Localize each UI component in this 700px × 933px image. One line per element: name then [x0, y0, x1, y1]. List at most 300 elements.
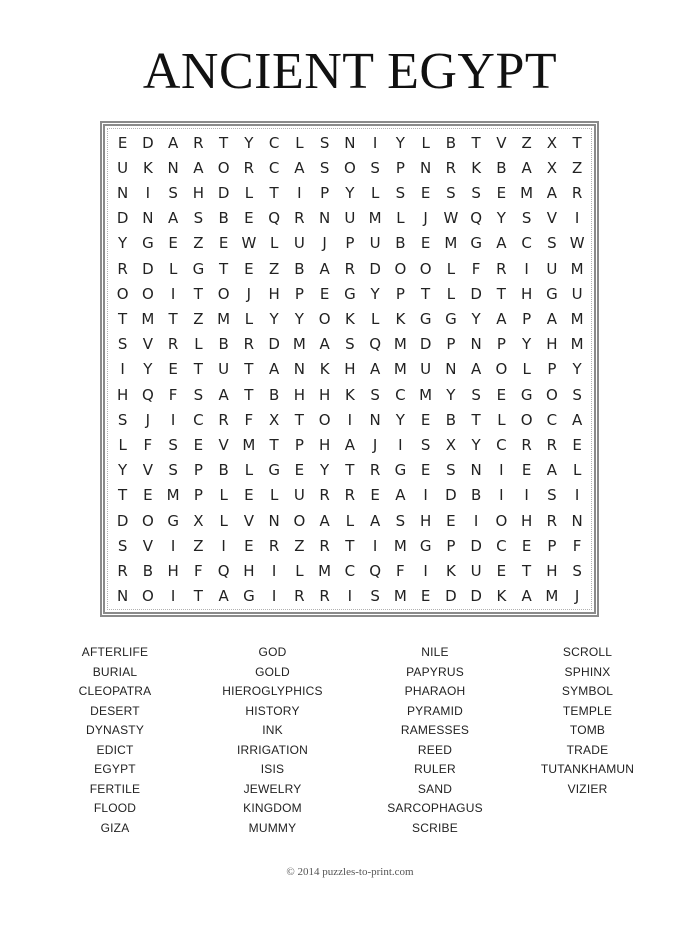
word-list-item: SARCOPHAGUS [387, 801, 483, 815]
grid-letter: G [167, 511, 179, 530]
word-list-item: PAPYRUS [406, 664, 464, 679]
grid-letter: U [420, 360, 432, 379]
grid-letter: I [145, 184, 151, 202]
grid-letter: V [142, 536, 153, 555]
grid-letter: I [271, 562, 277, 581]
grid-letter: M [292, 335, 306, 354]
grid-letter: S [572, 562, 582, 581]
grid-letter: L [572, 461, 582, 480]
grid-letter: S [572, 385, 582, 404]
grid-letter: S [168, 184, 178, 202]
grid-letter: L [446, 284, 456, 303]
grid-letter: N [445, 360, 457, 379]
grid-letter: G [419, 536, 432, 555]
word-column [355, 643, 515, 838]
word-list-item: FERTILE [89, 781, 141, 796]
grid-letter: S [420, 436, 431, 455]
grid-letter: P [294, 436, 304, 455]
grid-letter: U [546, 259, 558, 278]
grid-letter: E [420, 184, 431, 202]
grid-letter: G [192, 259, 205, 278]
grid-letter: I [170, 284, 176, 303]
grid-letter: A [319, 335, 330, 354]
grid-letter: T [572, 133, 582, 152]
grid-letter: N [319, 209, 331, 228]
grid-letter: M [570, 259, 584, 278]
grid-letter: L [446, 259, 456, 278]
grid-letter: C [268, 133, 280, 152]
grid-letter: R [521, 436, 532, 455]
grid-letter: S [193, 209, 204, 228]
grid-letter: C [395, 385, 406, 404]
grid-letter: L [244, 184, 254, 202]
grid-letter: D [217, 184, 230, 202]
grid-letter: L [370, 184, 380, 202]
grid-letter: L [345, 511, 355, 530]
grid-letter: K [319, 360, 330, 379]
grid-letter: T [193, 284, 203, 303]
grid-letter: Y [572, 360, 582, 379]
grid-letter: U [293, 486, 305, 505]
grid-letter: E [420, 410, 431, 429]
grid-letter: S [319, 158, 330, 177]
grid-letter: J [372, 436, 378, 455]
grid-letter: A [369, 511, 381, 530]
grid-letter: B [445, 410, 457, 429]
grid-letter: D [369, 259, 381, 278]
grid-letter: G [520, 385, 533, 404]
grid-letter: Y [143, 360, 153, 379]
grid-letter: U [117, 158, 129, 177]
grid-letter: H [167, 562, 179, 581]
grid-letter: R [294, 209, 305, 228]
grid-letter: C [193, 410, 204, 429]
grid-letter: B [142, 562, 154, 581]
grid-letter: D [470, 536, 482, 555]
grid-letter: D [470, 284, 482, 303]
grid-letter: Z [193, 536, 204, 555]
grid-letter: H [192, 184, 205, 202]
grid-letter: H [116, 385, 129, 404]
grid-letter: C [496, 536, 507, 555]
grid-letter: Q [217, 562, 230, 581]
grid-letter: I [574, 486, 580, 505]
grid-letter: K [496, 587, 507, 606]
grid-letter: Y [118, 461, 128, 480]
word-list-item: EDICT [96, 742, 134, 757]
grid-letter: M [545, 587, 559, 606]
grid-letter: B [218, 209, 229, 228]
grid-letter: V [496, 133, 507, 152]
grid-letter: E [521, 461, 532, 480]
grid-letter: M [570, 310, 584, 329]
grid-letter: P [446, 536, 456, 555]
grid-letter: G [546, 284, 558, 303]
grid-letter: H [546, 335, 558, 354]
grid-letter: A [395, 486, 406, 505]
grid-letter: R [344, 259, 356, 278]
grid-letter: F [168, 385, 178, 404]
grid-letter: O [419, 259, 432, 278]
grid-letter: Y [446, 385, 456, 404]
grid-letter: Y [496, 209, 506, 228]
grid-letter: A [218, 385, 229, 404]
grid-letter: I [524, 486, 529, 505]
grid-letter: E [521, 536, 532, 555]
grid-letter: T [244, 385, 254, 404]
grid-letter: L [497, 410, 506, 429]
grid-letter: N [293, 360, 305, 379]
grid-letter: L [194, 335, 203, 354]
grid-letter: A [319, 259, 330, 278]
word-list-item: JEWELRY [243, 781, 302, 796]
grid-letter: M [393, 335, 407, 354]
grid-letter: L [244, 310, 254, 329]
grid-letter: I [271, 587, 277, 606]
grid-letter: S [547, 234, 557, 253]
grid-letter: P [193, 486, 203, 505]
word-list-item: VIZIER [567, 781, 608, 796]
grid-letter: Q [470, 209, 483, 228]
word-list-item: REED [417, 742, 453, 757]
grid-letter: E [244, 209, 254, 228]
grid-letter: A [521, 158, 532, 177]
grid-letter: C [521, 234, 532, 253]
grid-letter: S [471, 184, 481, 202]
word-list-item: SYMBOL [561, 684, 614, 698]
grid-letter: S [117, 536, 128, 555]
grid-letter: F [572, 536, 582, 555]
word-list-item: TOMB [569, 723, 606, 737]
grid-letter: F [143, 436, 153, 455]
grid-letter: E [143, 486, 153, 505]
grid-letter: R [445, 158, 457, 177]
grid-letter: E [420, 587, 431, 606]
grid-letter: I [423, 562, 428, 581]
grid-letter: R [319, 486, 330, 505]
word-list-item: PHARAOH [404, 684, 466, 698]
grid-letter: H [520, 284, 533, 303]
grid-letter: M [520, 184, 534, 202]
grid-letter: L [522, 360, 531, 379]
grid-letter: D [445, 486, 457, 505]
grid-letter: F [194, 562, 203, 581]
grid-letter: P [446, 335, 456, 354]
grid-letter: G [268, 461, 280, 480]
grid-letter: I [170, 587, 176, 606]
grid-letter: A [521, 587, 532, 606]
grid-letter: T [345, 536, 355, 555]
grid-letter: B [268, 385, 280, 404]
grid-letter: R [117, 259, 128, 278]
grid-letter: R [546, 436, 558, 455]
grid-letter: T [421, 284, 431, 303]
word-list-item: RULER [414, 762, 456, 776]
word-list-item: FLOOD [93, 801, 137, 815]
grid-letter: L [219, 511, 228, 530]
grid-letter: S [370, 385, 380, 404]
grid-letter: V [243, 511, 254, 530]
grid-letter: P [294, 284, 304, 303]
grid-letter: H [243, 562, 255, 581]
grid-letter: I [347, 587, 353, 606]
grid-letter: L [269, 486, 279, 505]
word-list-item: SAND [417, 781, 453, 796]
grid-letter: M [217, 310, 231, 329]
grid-letter: K [445, 562, 456, 581]
grid-letter: Y [395, 133, 405, 152]
grid-letter: H [268, 284, 280, 303]
grid-letter: T [269, 184, 279, 202]
grid-letter: O [318, 410, 331, 429]
grid-letter: O [318, 310, 331, 329]
grid-letter: S [395, 511, 406, 530]
grid-letter: Q [369, 335, 382, 354]
grid-letter: L [118, 436, 127, 455]
grid-letter: Y [320, 461, 330, 480]
grid-letter: K [344, 310, 355, 329]
grid-letter: D [419, 335, 432, 354]
grid-letter: S [193, 385, 204, 404]
grid-letter: P [547, 536, 557, 555]
word-list-item: PYRAMID [406, 703, 464, 718]
grid-letter: U [344, 209, 356, 228]
grid-letter: S [446, 461, 456, 480]
grid-letter: K [471, 158, 482, 177]
grid-letter: B [496, 158, 507, 177]
grid-letter: Y [522, 335, 532, 354]
grid-letter: O [545, 385, 558, 404]
grid-letter: L [269, 234, 279, 253]
grid-letter: M [141, 310, 155, 329]
grid-letter: N [470, 335, 482, 354]
grid-letter: Q [141, 385, 154, 404]
grid-letter: T [244, 360, 254, 379]
grid-letter: R [294, 587, 305, 606]
grid-letter: P [395, 284, 405, 303]
grid-letter: R [218, 410, 229, 429]
grid-letter: Y [294, 310, 304, 329]
grid-letter: M [393, 360, 407, 379]
grid-letter: S [370, 158, 380, 177]
grid-letter: R [319, 536, 330, 555]
word-list-item: EGYPT [94, 762, 136, 776]
grid-letter: V [142, 335, 153, 354]
word-list-item: SCROLL [562, 645, 613, 659]
grid-letter: H [419, 511, 432, 530]
grid-letter: I [221, 536, 226, 555]
grid-letter: G [243, 587, 255, 606]
copyright-footer: © 2014 puzzles-to-print.com [286, 866, 414, 878]
grid-letter: A [167, 209, 179, 228]
grid-letter: M [444, 234, 458, 253]
grid-letter: T [496, 284, 506, 303]
grid-letter: Z [193, 310, 204, 329]
word-list-item: GOLD [255, 664, 290, 679]
grid-letter: X [193, 511, 204, 530]
grid-letter: E [168, 234, 178, 253]
grid-letter: T [219, 133, 229, 152]
grid-letter: L [295, 133, 304, 152]
grid-letter: N [117, 587, 129, 606]
grid-letter: N [142, 209, 154, 228]
grid-letter: H [293, 385, 306, 404]
grid-letter: A [571, 410, 583, 429]
grid-letter: R [344, 486, 356, 505]
grid-letter: A [369, 360, 381, 379]
grid-letter: S [319, 133, 330, 152]
grid-letter: D [116, 209, 129, 228]
grid-letter: T [294, 410, 304, 429]
grid-letter: R [167, 335, 179, 354]
grid-letter: B [218, 335, 229, 354]
grid-letter: F [471, 259, 481, 278]
grid-letter: G [394, 461, 407, 480]
grid-letter: E [446, 511, 456, 530]
grid-letter: P [320, 184, 330, 202]
grid-letter: E [244, 486, 254, 505]
grid-letter: B [294, 259, 305, 278]
word-column [40, 643, 190, 838]
grid-letter: X [445, 436, 457, 455]
grid-letter: P [496, 335, 506, 354]
word-list [40, 643, 660, 838]
grid-letter: O [141, 511, 154, 530]
grid-letter: S [521, 209, 532, 228]
grid-letter: M [368, 209, 382, 228]
grid-letter: O [217, 284, 230, 303]
grid-letter: E [117, 133, 128, 152]
grid-letter: I [398, 436, 403, 455]
grid-letter: U [571, 284, 583, 303]
grid-letter: M [318, 562, 332, 581]
grid-letter: D [142, 133, 154, 152]
grid-letter: D [445, 587, 457, 606]
grid-letter: L [295, 562, 304, 581]
grid-letter: O [141, 284, 154, 303]
grid-letter: I [499, 486, 504, 505]
grid-letter: C [268, 158, 280, 177]
word-list-item: INK [262, 723, 283, 737]
word-list-item: ISIS [260, 762, 285, 776]
word-list-item: BURIAL [92, 664, 138, 679]
puzzle-grid-frame [100, 121, 599, 617]
grid-letter: E [420, 234, 431, 253]
grid-letter: T [522, 562, 532, 581]
grid-letter: G [419, 310, 432, 329]
grid-letter: Q [369, 562, 382, 581]
grid-letter: S [471, 385, 481, 404]
grid-letter: T [471, 133, 481, 152]
grid-letter: I [499, 461, 504, 480]
grid-letter: I [297, 184, 302, 202]
grid-letter: U [218, 360, 230, 379]
grid-letter: Z [268, 259, 280, 278]
grid-letter: X [546, 133, 558, 152]
grid-letter: U [293, 234, 305, 253]
grid-letter: Y [471, 310, 481, 329]
grid-letter: A [470, 360, 482, 379]
grid-letter: S [168, 461, 178, 480]
word-list-item: NILE [421, 645, 449, 659]
grid-letter: H [318, 436, 331, 455]
word-list-item: DYNASTY [85, 723, 145, 737]
grid-letter: U [369, 234, 381, 253]
grid-letter: K [344, 385, 355, 404]
grid-letter: N [420, 158, 432, 177]
grid-letter: E [496, 184, 507, 202]
grid-letter: R [243, 335, 255, 354]
grid-letter: Y [345, 184, 355, 202]
grid-letter: I [473, 511, 479, 530]
grid-letter: P [345, 234, 355, 253]
grid-letter: E [244, 536, 254, 555]
word-list-item: TEMPLE [562, 703, 613, 718]
grid-letter: A [218, 587, 229, 606]
grid-letter: J [574, 587, 580, 606]
grid-letter: R [268, 536, 280, 555]
grid-letter: R [496, 259, 507, 278]
word-list-item: TUTANKHAMUN [540, 762, 635, 776]
grid-letter: P [547, 360, 557, 379]
grid-letter: A [167, 133, 179, 152]
grid-letter: P [395, 158, 405, 177]
grid-letter: I [574, 209, 580, 228]
grid-letter: C [496, 436, 507, 455]
grid-letter: A [496, 234, 507, 253]
grid-letter: N [167, 158, 179, 177]
grid-letter: A [294, 158, 305, 177]
grid-letter: M [166, 486, 180, 505]
word-list-item: DESERT [90, 703, 140, 718]
grid-letter: E [168, 360, 178, 379]
grid-letter: T [118, 486, 128, 505]
word-list-item: CLEOPATRA [78, 684, 152, 698]
grid-letter: C [546, 410, 558, 429]
grid-letter: O [394, 259, 407, 278]
grid-letter: N [344, 133, 356, 152]
grid-letter: Y [118, 234, 128, 253]
letter-grid [110, 130, 590, 609]
grid-letter: L [421, 133, 430, 152]
grid-letter: O [520, 410, 533, 429]
grid-letter: T [269, 436, 279, 455]
grid-letter: A [546, 184, 557, 202]
grid-letter: S [446, 184, 456, 202]
word-list-item: MUMMY [248, 820, 297, 835]
grid-letter: O [495, 511, 508, 530]
grid-letter: V [218, 436, 229, 455]
grid-letter: Z [294, 536, 305, 555]
grid-letter: R [243, 158, 255, 177]
grid-letter: P [522, 310, 532, 329]
grid-letter: D [142, 259, 154, 278]
grid-letter: F [244, 410, 254, 429]
word-list-item: TRADE [566, 742, 609, 757]
grid-letter: J [145, 410, 151, 429]
grid-letter: A [268, 360, 280, 379]
grid-letter: Y [269, 310, 279, 329]
grid-letter: E [496, 562, 507, 581]
grid-letter: E [294, 461, 305, 480]
grid-letter: S [117, 335, 128, 354]
grid-letter: R [319, 587, 330, 606]
grid-letter: A [546, 310, 557, 329]
grid-letter: Z [521, 133, 532, 152]
grid-letter: W [569, 234, 585, 253]
grid-letter: N [117, 184, 129, 202]
grid-letter: L [370, 310, 380, 329]
